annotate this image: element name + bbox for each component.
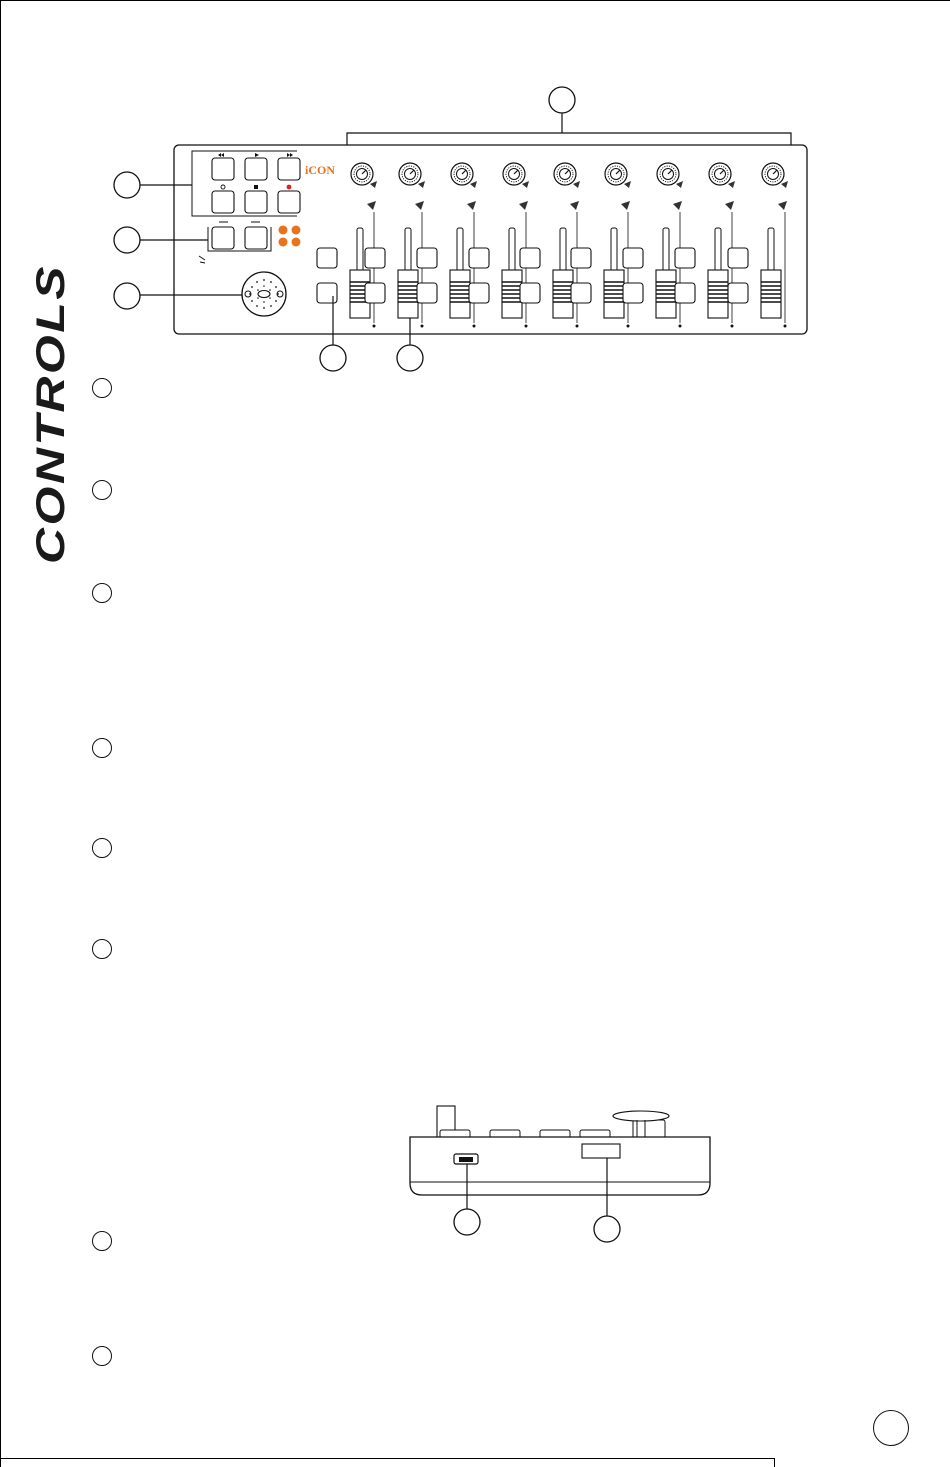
track-button-top-6[interactable] <box>571 248 591 268</box>
track-button-bottom-1[interactable] <box>317 283 337 303</box>
track-button-top-9[interactable] <box>728 248 748 268</box>
rear-jog-knob <box>613 1111 669 1121</box>
callout-item-1 <box>92 378 112 398</box>
stop-icon <box>254 185 258 189</box>
callout-item-2 <box>92 480 112 500</box>
frame-left-line <box>0 0 1 1467</box>
bank-right-button[interactable] <box>245 227 267 249</box>
side-title-text: CONTROLS <box>29 323 73 564</box>
track-button-bottom-8[interactable] <box>675 283 695 303</box>
callout-usb <box>454 1209 480 1235</box>
page-number-badge <box>873 1410 909 1446</box>
rear-body <box>410 1137 710 1195</box>
callout-knobs <box>549 87 575 113</box>
track-button-top-1[interactable] <box>317 248 337 268</box>
track-button-top-5[interactable] <box>520 248 540 268</box>
track-button-bottom-4[interactable] <box>469 283 489 303</box>
loop-button[interactable] <box>212 191 234 213</box>
track-button-top-4[interactable] <box>469 248 489 268</box>
track-button-bottom-7[interactable] <box>623 283 643 303</box>
fast-forward-button[interactable] <box>278 158 300 180</box>
brand-logo: iCON <box>305 163 335 177</box>
callout-faders <box>397 345 423 371</box>
callout-item-4 <box>92 738 112 758</box>
track-button-top-3[interactable] <box>417 248 437 268</box>
callout-item-6 <box>92 939 112 959</box>
callout-item-8 <box>92 1346 112 1366</box>
callout-item-5 <box>92 838 112 858</box>
rear-panel-diagram <box>400 1100 730 1250</box>
stop-button[interactable] <box>245 191 267 213</box>
callout-track-buttons <box>320 345 346 371</box>
callout-power <box>594 1216 620 1242</box>
track-button-bottom-9[interactable] <box>728 283 748 303</box>
track-button-top-2[interactable] <box>365 248 385 268</box>
callout-item-3 <box>92 583 112 603</box>
track-button-bottom-6[interactable] <box>571 283 591 303</box>
callout-bank <box>114 227 140 253</box>
front-panel-diagram <box>100 80 840 380</box>
track-button-bottom-5[interactable] <box>520 283 540 303</box>
power-switch[interactable] <box>582 1144 620 1158</box>
callout-jog <box>114 283 140 309</box>
rewind-button[interactable] <box>212 158 234 180</box>
play-button[interactable] <box>245 158 267 180</box>
frame-top-line <box>0 0 950 1</box>
track-button-bottom-3[interactable] <box>417 283 437 303</box>
frame-bottom-tick <box>774 1458 775 1467</box>
record-button[interactable] <box>278 191 300 213</box>
record-icon <box>287 185 292 190</box>
track-button-top-8[interactable] <box>675 248 695 268</box>
track-button-top-7[interactable] <box>623 248 643 268</box>
callout-transport <box>114 172 140 198</box>
side-title <box>29 262 73 564</box>
callout-item-7 <box>92 1231 112 1251</box>
bank-left-button[interactable] <box>212 227 234 249</box>
track-button-bottom-2[interactable] <box>365 283 385 303</box>
frame-bottom-left-line <box>0 1458 774 1459</box>
